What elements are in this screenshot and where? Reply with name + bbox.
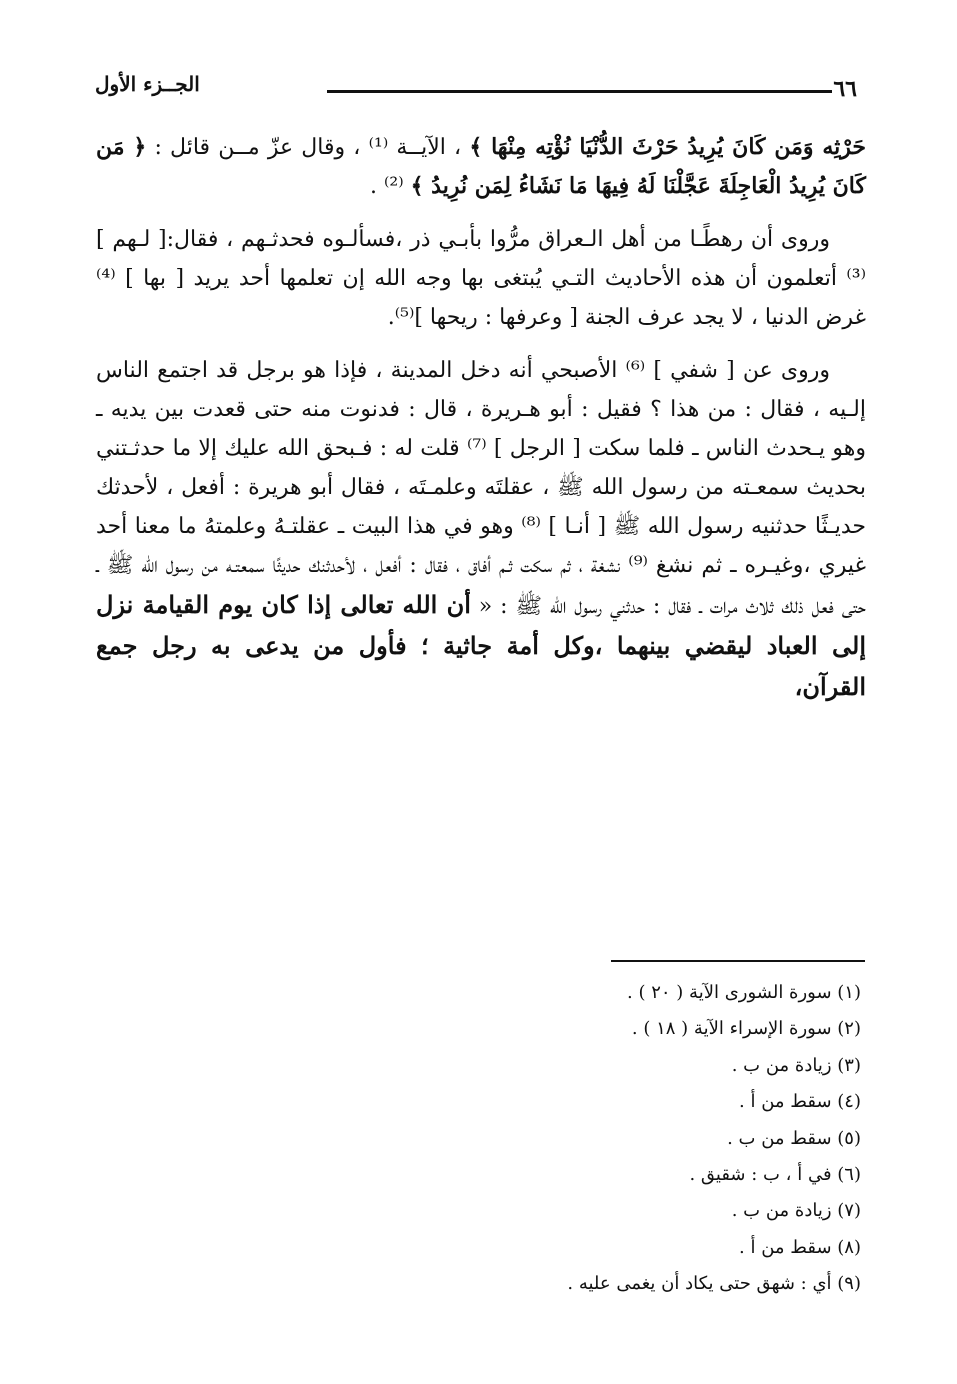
quran-verse-2: ﴿ مَن كَانَ يُرِيدُ الْعَاجِلَةَ عَجَّلْنَا لَهُ فِيهَا مَا نَشَاءُ لِمَن نُرِيدُ ﴾ [96, 134, 866, 199]
footnote-rule [611, 960, 865, 962]
quran-verse-1: حَرْثِه وَمَن كَانَ يُرِيدُ حَرْثَ الدُّنْيَا نُؤْتِه مِنْهَا ﴾ [469, 134, 867, 160]
main-text [96, 128, 866, 722]
paragraph-3-text: وروى عن [ شفي ] ⁽⁶⁾ الأصبحي أنه دخل المدينة ، فإذا هو برجل قد اجتمع الناس إلـيه ، فقال : من هذا ؟ فقيل : أبو هـريرة ، قال : فدنوت منه حتى قعدت بين يديه ـ وهو يـحدث الناس ـ فلما سكت [ الرجل ] ⁽⁷⁾ قلت له : فـبحق الله عليك إلا ما حدثـتني بحديث سمعـته من رسول الله ﷺ ، عقلتَه وعلمـتَه ، فقال أبو هريرة : أفعل ، لأحدثك حديـثًا حدثنيه رسول الله ﷺ [ أنـا ] ⁽⁸⁾ وهو في هذا البيت ـ عقلتـهُ وعلمتهُ ما معنا أحد غيري ،وغيـره ـ ثم نشغ ⁽⁹⁾ نشغة ، ثم سكت ثـم أفاق ، فقال : أفعل ، لأحدثنك حديثًا سمعتـه من رسول الله ﷺ ـ حتى فعل ذلك ثلاث مرات ـ فقال : حدثني رسول الله ﷺ : « [96, 358, 867, 619]
part-title: الجــزء الأول [95, 72, 200, 96]
footnote: (٥) سقط من ب . [727, 1127, 861, 1149]
footnote: (٢) سورة الإسراء الآية ( ١٨ ) . [631, 1018, 861, 1040]
paragraph-1 [96, 128, 866, 206]
footnote: (٨) سقط من أ . [739, 1236, 861, 1258]
footnote: (٤) سقط من أ . [739, 1091, 861, 1113]
paragraph-3 [96, 351, 866, 708]
footnote: (٦) في أ ، ب : شقيق . [689, 1164, 861, 1186]
page-header [95, 70, 865, 110]
paragraph-1-text: ، الآيــة ⁽¹⁾ ، وقال عزّ مــن قائل : [146, 135, 470, 160]
paragraph-1-end: ⁽²⁾ . [369, 174, 411, 199]
header-rule [327, 90, 832, 93]
footnote: (٩) أي : شهق حتى يكاد أن يغمى عليه . [567, 1273, 861, 1295]
footnote: (٣) زيادة من ب . [731, 1054, 861, 1076]
footnote: (١) سورة الشورى الآية ( ٢٠ ) . [627, 982, 861, 1003]
page-number: ٦٦ [833, 76, 857, 102]
paragraph-2: وروى أن رهطًـا من أهل الـعراق مرُّوا بأبـي ذر ،فسألـوه فحدثـهم ، فقال:[ لـهم ] ⁽³⁾ أتعلمون أن هذه الأحاديث التـي يُبتغى بها وجه الله إن تعلمها أحد يريد [ بها ] ⁽⁴⁾ غرض الدنيا ، لا يجد عرف الجنة [ وعرفها : ريحها ]⁽⁵⁾. [96, 227, 866, 330]
footnote: (٧) زيادة من ب . [731, 1200, 861, 1222]
hadith-quote: أن الله تعالى إذا كان يوم القيامة نزل إلى العباد ليقضي بينهما ،وكل أمة جاثية ؛ فأول من يدعى به رجل جمع القرآن، [96, 590, 866, 701]
footnotes [361, 975, 861, 1303]
